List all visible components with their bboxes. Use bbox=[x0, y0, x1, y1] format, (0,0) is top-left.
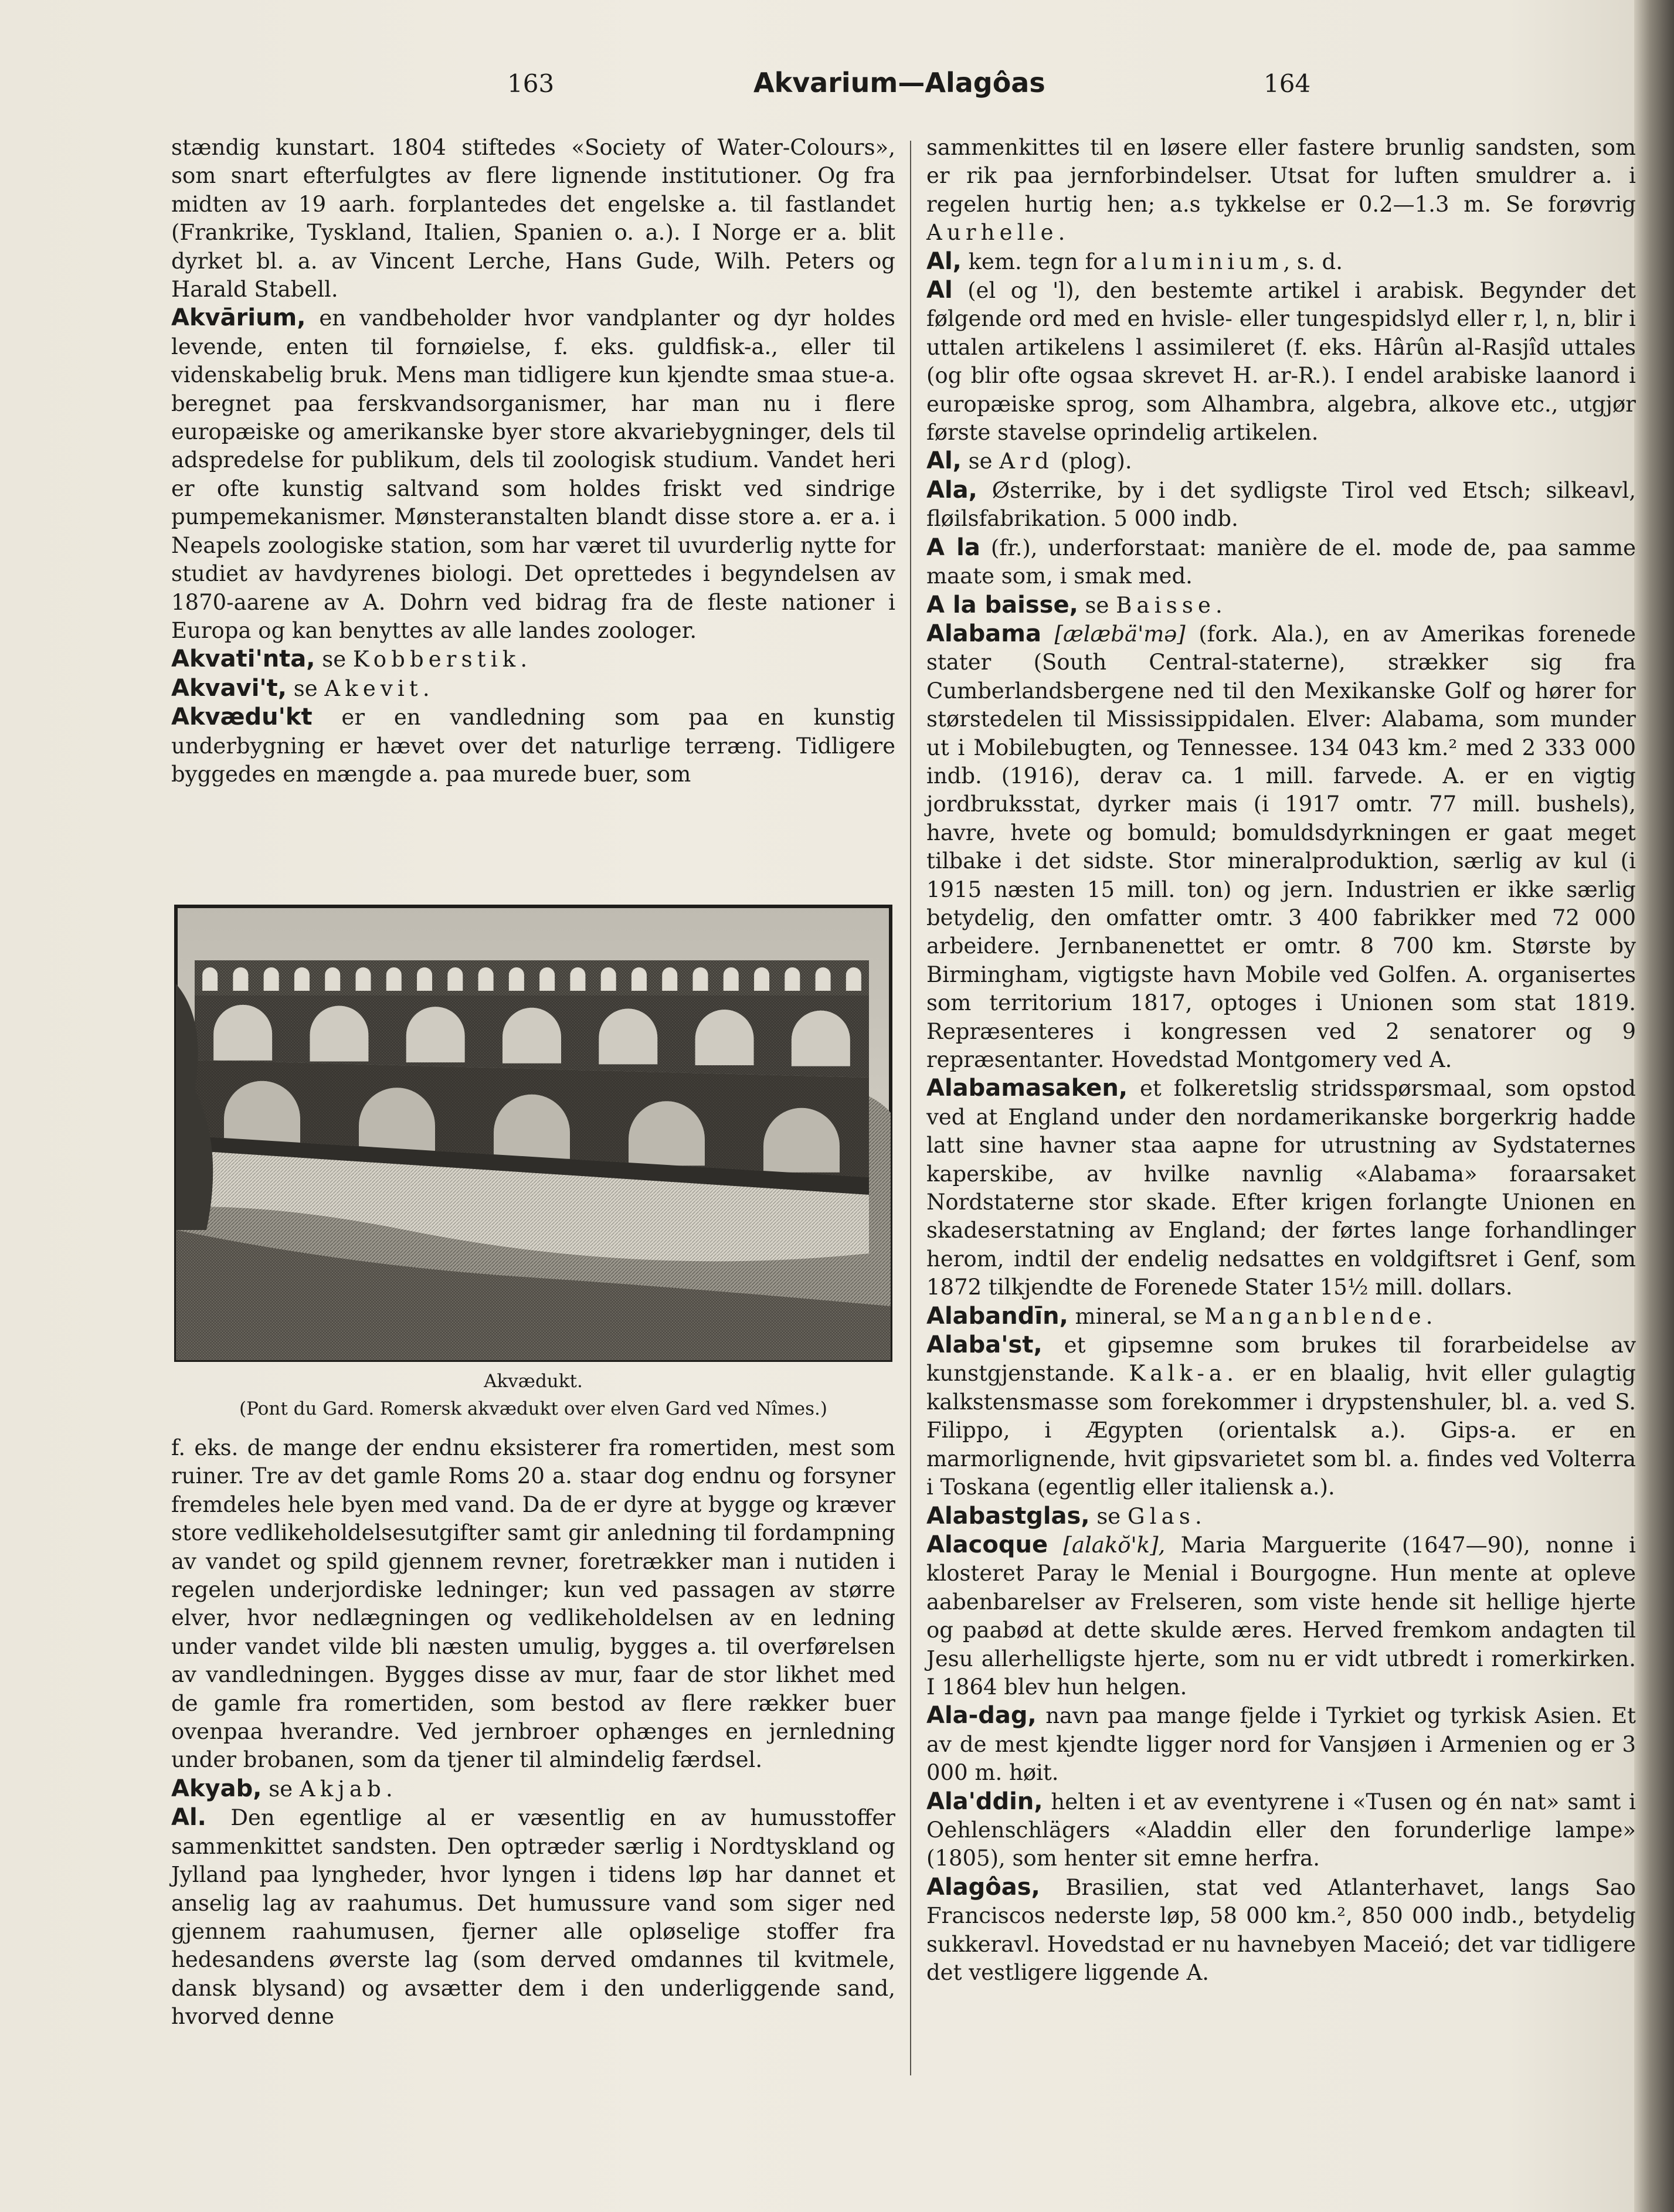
entry-text: et folkeretslig stridsspørsmaal, som opstod ved at England under den nordamerikanske borgerkrig hadde latt sine havner staa aapne for utrustning av Sydstaternes kaperskibe, av hvilke navnlig «Alabama» foraarsaket Nordstaterne stor skade. Efter krigen forlangte Unionen en skadeserstatning av England; der førtes lange forhandlinger herom, indtil der endelig nedsattes en voldgiftsret i Genf, som 1872 tilkjendte de Forenede Stater 15½ mill. dollars. bbox=[926, 1076, 1636, 1300]
entry-text: Brasilien, stat ved Atlanterhavet, langs Sao Franciscos nederste løp, 58 000 km.², 850 000 indb., betydelig sukkeravl. Hovedstad er nu havnebyen Maceió; det var tidligere det vestligere liggende A. bbox=[926, 1874, 1636, 1985]
entry-text: se bbox=[1089, 1503, 1128, 1529]
dictionary-entry bbox=[926, 1701, 1636, 1787]
aqueduct-arch bbox=[202, 967, 218, 991]
entry-headword: Alacoque bbox=[926, 1531, 1048, 1558]
dictionary-entry bbox=[171, 645, 895, 674]
aqueduct-illustration bbox=[171, 902, 895, 1418]
aqueduct-arch bbox=[325, 967, 340, 991]
entry-headword: Alabastglas, bbox=[926, 1502, 1090, 1530]
entry-text-tail: . bbox=[1215, 592, 1223, 618]
entry-text: Østerrike, by i det sydligste Tirol ved Etsch; silkeavl, fløilsfabrikation. 5 000 indb. bbox=[926, 477, 1636, 532]
entry-headword: Al bbox=[926, 277, 953, 304]
entry-headword: Akvædu'kt bbox=[171, 704, 313, 731]
entry-headword: Ala, bbox=[926, 476, 977, 504]
dictionary-entry bbox=[171, 703, 895, 789]
entry-text: helten i et av eventyrene i «Tusen og én nat» samt i Oehlenschlägers «Aladdin eller den forunderlige lampe» (1805), som henter sit emne herfra. bbox=[926, 1789, 1636, 1871]
aqueduct-arch bbox=[386, 967, 402, 991]
entry-text-tail: . bbox=[422, 675, 430, 701]
dictionary-entry bbox=[926, 447, 1636, 475]
entry-headword: Akyab, bbox=[171, 1775, 262, 1802]
running-head: Akvarium—Alagôas bbox=[753, 67, 1045, 98]
aqueduct-arch bbox=[693, 967, 708, 991]
entry-text: se bbox=[961, 448, 1000, 474]
entry-text: se bbox=[286, 675, 325, 701]
entry-text: Den egentlige al er væsentlig en av humusstoffer sammenkittet sandsten. Den optræder særlig i Nordtyskland og Jylland paa lyngheder, hvor lyngen i tidens løp har dannet et anselig lag av raahumus. Det humussure vand som siger ned gjennem raahumusen, fjerner alle opløselige stoffer fra hedesandens øverste lag (som derved omdannes til kvitmele, dansk blysand) og avsætter dem i den underliggende sand, hvorved denne bbox=[171, 1805, 895, 2030]
aqueduct-arch bbox=[447, 967, 463, 991]
entry-text-tail: . bbox=[1425, 1303, 1433, 1329]
figure-caption-text: (Pont du Gard. Romersk akvædukt over elven Gard ved Nîmes.) bbox=[239, 1398, 827, 1419]
aqueduct-arch bbox=[233, 967, 248, 991]
dictionary-entry bbox=[926, 1331, 1636, 1501]
entry-pronunciation: [ælæbä'mə] bbox=[1041, 621, 1186, 647]
left-column-bottom bbox=[171, 1434, 895, 2031]
entry-headword: Ala'ddin, bbox=[926, 1788, 1043, 1815]
aqueduct-arch bbox=[417, 967, 432, 991]
column-divider bbox=[910, 141, 911, 2075]
aqueduct-arch bbox=[264, 967, 279, 991]
dictionary-entry bbox=[926, 1873, 1636, 1987]
entry-pronunciation: [alakŏ'k], bbox=[1048, 1532, 1166, 1558]
dictionary-entry bbox=[171, 1775, 895, 1803]
entry-cross-reference: Akevit bbox=[324, 675, 423, 701]
entry-headword: Alabandīn, bbox=[926, 1302, 1068, 1330]
entry-cross-reference: aluminium bbox=[1123, 249, 1283, 274]
entry-text: stændig kunstart. 1804 stiftedes «Society of Water-Colours», som snart efterfulgtes av flere lignende institutioner. Og fra midten av 19 aarh. forplantedes det engelske a. til fastlandet (Frankrike, Tyskland, Italien, Spanien o. a.). I Norge er a. blit dyrket bl. a. av Vincent Lerche, Hans Gude, Wilh. Peters og Harald Stabell. bbox=[171, 135, 895, 303]
entry-text: Maria Marguerite (1647—90), nonne i klosteret Paray le Menial i Bourgogne. Hun mente at opleve aabenbarelser av Frelseren, som viste hende sit hellige hjerte og paabød at dette skulde æres. Herved fremkom andagten til Jesu allerhelligste hjerte, som nu er vidt utbredt i romerkirken. I 1864 blev hun helgen. bbox=[926, 1532, 1636, 1700]
entry-cross-reference: Glas bbox=[1127, 1503, 1195, 1529]
aqueduct-arch bbox=[846, 967, 861, 991]
entry-cross-reference: Kobberstik bbox=[352, 647, 521, 672]
page-edge-shadow bbox=[1634, 0, 1674, 2212]
entry-text-tail: . bbox=[385, 1776, 393, 1802]
dictionary-entry bbox=[171, 304, 895, 645]
aqueduct-arch bbox=[724, 967, 739, 991]
entry-text: sammenkittes til en løsere eller fastere brunlig sandsten, som er rik paa jernforbindelser. Utsat for luften smuldrer a. i regelen hurtig hen; a.s tykkelse er 0.2—1.3 m. Se forøvrig bbox=[926, 135, 1636, 217]
aqueduct-arch bbox=[631, 967, 647, 991]
entry-cross-reference: Manganblende bbox=[1204, 1303, 1426, 1329]
entry-text: f. eks. de mange der endnu eksisterer fra romertiden, mest som ruiner. Tre av det gamle Roms 20 a. staar dog endnu og forsyner fremdeles hele byen med vand. Da de er dyre at bygge og kræver store vedlikeholdelsesutgifter samt gir anledning til fordampning av vandet og spild gjennem revner, foretrækker man i nutiden i regelen underjordiske ledninger; kun ved passagen av større elver, hvor nedlægningen og vedlikeholdelsen av en ledning under vandet vilde bli næsten umulig, bygges a. til overførelsen av vandledningen. Bygges disse av mur, faar de stor likhet med de gamle fra romertiden, som bestod av flere rækker buer ovenpaa hverandre. Ved jernbroer ophænges en jernledning under brobanen, som da tjener til almindelig færdsel. bbox=[171, 1435, 895, 1773]
page-number-left: 163 bbox=[507, 69, 555, 98]
entry-text: se bbox=[1078, 592, 1116, 618]
aqueduct-arch bbox=[601, 967, 616, 991]
entry-text: (el og 'l), den bestemte artikel i arabisk. Begynder det følgende ord med en hvisle- eller tungespidslyd eller r, l, n, blir i uttalen artikelens l assimileret (f. eks. Hârûn al-Rasjîd uttales (og blir ofte ogsaa skrevet H. ar-R.). I endel arabiske laanord i europæiske sprog, som Alhambra, algebra, alkove etc., utgjør første stavelse oprindelig artikelen. bbox=[926, 278, 1636, 446]
dictionary-entry bbox=[926, 620, 1636, 1075]
entry-text-tail: . bbox=[1058, 220, 1065, 246]
entry-headword: A la baisse, bbox=[926, 591, 1078, 619]
dictionary-entry bbox=[171, 1434, 895, 1775]
aqueduct-arch bbox=[816, 967, 831, 991]
dictionary-entry bbox=[926, 1531, 1636, 1701]
dictionary-entry bbox=[926, 1788, 1636, 1873]
dictionary-entry bbox=[926, 534, 1636, 591]
entry-headword: Alaba'st, bbox=[926, 1331, 1043, 1359]
aqueduct-arch bbox=[785, 967, 800, 991]
dictionary-entry bbox=[926, 247, 1636, 276]
entry-cross-reference: Aurhelle bbox=[926, 220, 1058, 246]
dictionary-entry bbox=[926, 476, 1636, 534]
entry-text: mineral, se bbox=[1068, 1303, 1204, 1329]
entry-headword: A la bbox=[926, 534, 980, 561]
entry-cross-reference: Ard bbox=[999, 448, 1054, 474]
entry-text-tail: . bbox=[1194, 1503, 1202, 1529]
entry-headword: Alabamasaken, bbox=[926, 1075, 1128, 1102]
dictionary-entry bbox=[926, 1302, 1636, 1331]
aqueduct-arch bbox=[478, 967, 494, 991]
dictionary-entry bbox=[171, 1803, 895, 2031]
dictionary-entry bbox=[171, 674, 895, 703]
dictionary-entry bbox=[926, 276, 1636, 447]
entry-text-tail: , s. d. bbox=[1283, 249, 1343, 274]
aqueduct-arch bbox=[294, 967, 310, 991]
entry-text: er en vandledning som paa en kunstig underbygning er hævet over det naturlige terræng. Tidligere byggedes en mængde a. paa murede buer, som bbox=[171, 705, 895, 787]
entry-headword: Alabama bbox=[926, 620, 1041, 647]
figure-caption-title: Akvædukt. bbox=[484, 1371, 583, 1392]
entry-headword: Al, bbox=[926, 247, 962, 275]
pont-du-gard-engraving bbox=[171, 902, 895, 1365]
dictionary-entry bbox=[171, 134, 895, 304]
dictionary-entry bbox=[926, 1074, 1636, 1302]
entry-text: navn paa mange fjelde i Tyrkiet og tyrkisk Asien. Et av de mest kjendte ligger nord for Vansjøen i Armenien og er 3 000 m. høit. bbox=[926, 1703, 1636, 1786]
aqueduct-arch bbox=[662, 967, 677, 991]
entry-text-tail: er en blaalig, hvit eller gulagtig kalkstensmasse som forekommer i drypstenshuler, bl. a. ved S. Filippo, i Ægypten (orientalsk a.). Gips-a. er en marmorlignende, hvit gipsvarietet som bl. a. findes ved Volterra i Toskana (egentlig eller italiensk a.). bbox=[926, 1361, 1636, 1500]
entry-text-tail: (plog). bbox=[1053, 448, 1132, 474]
entry-text: en vandbeholder hvor vandplanter og dyr holdes levende, enten til fornøielse, f. eks. guldfisk-a., eller til videnskabelig bruk. Mens man tidligere kun kjendte smaa stue-a. beregnet paa ferskvandsorganismer, har man nu i flere europæiske og amerikanske byer store akvariebygninger, dels til adspredelse for publikum, dels til zoologisk studium. Vandet heri er ofte kunstig saltvand som holdes friskt ved sindrige pumpemekanismer. Mønsteranstalten blandt disse store a. er a. i Neapels zoologiske station, som har været til uvurderlig nytte for studiet av havdyrenes biologi. Det oprettedes i begyndelsen av 1870-aarene av A. Dohrn ved bidrag fra de fleste nationer i Europa og kan benyttes av alle landes zoologer. bbox=[171, 305, 895, 643]
dictionary-entry bbox=[926, 134, 1636, 247]
entry-headword: Ala-dag, bbox=[926, 1702, 1037, 1729]
aqueduct-arch bbox=[356, 967, 371, 991]
entry-text: (fork. Ala.), en av Amerikas forenede stater (South Central-staterne), strækker sig fra Cumberlandsbergene ned til den Mexikanske Golf og hører for størstedelen til Mississippidalen. Elver: Alabama, som munder ut i Mobilebugten, og Tennessee. 134 043 km.² med 2 333 000 indb. (1916), derav ca. 1 mill. farvede. A. er en vigtig jordbruksstat, dyrker mais (i 1917 omtr. 77 mill. bushels), havre, hvete og bomuld; bomuldsdyrkningen er gaat meget tilbake i det sidste. Stor mineralproduktion, særlig av kul (i 1915 næsten 15 mill. ton) og jern. Industrien er ikke særlig betydelig, den omfatter omtr. 3 400 fabrikker med 72 000 arbeidere. Jernbanenettet er omtr. 8 700 km. Største by Birmingham, vigtigste havn Mobile ved Golfen. A. organisertes som territorium 1817, optoges i Unionen som stat 1819. Repræsenteres i kongressen ved 2 senatorer og 9 repræsentanter. Hovedstad Montgomery ved A. bbox=[926, 621, 1636, 1072]
entry-text: et gipsemne som brukes til forarbeidelse av kunstgjenstande. bbox=[926, 1333, 1636, 1387]
entry-headword: Al, bbox=[926, 447, 962, 475]
aqueduct-arch bbox=[509, 967, 524, 991]
left-column-top bbox=[171, 134, 895, 789]
entry-cross-reference: Akjab bbox=[299, 1776, 386, 1802]
entry-cross-reference: Baisse bbox=[1116, 592, 1216, 618]
entry-text: se bbox=[315, 647, 353, 672]
dictionary-entry bbox=[926, 591, 1636, 620]
aqueduct-arch bbox=[539, 967, 555, 991]
entry-text: kem. tegn for bbox=[961, 249, 1124, 274]
entry-headword: Akvavi't, bbox=[171, 674, 287, 702]
entry-headword: Akvārium, bbox=[171, 304, 306, 332]
page-number-right: 164 bbox=[1264, 69, 1311, 98]
dictionary-entry bbox=[926, 1502, 1636, 1531]
entry-text: se bbox=[262, 1776, 300, 1802]
page-header bbox=[0, 69, 1674, 116]
entry-text-tail: . bbox=[520, 647, 528, 672]
aqueduct-arch bbox=[570, 967, 585, 991]
entry-cross-reference: Kalk-a. bbox=[1129, 1361, 1239, 1387]
entry-text: (fr.), underforstaat: manière de el. mode de, paa samme maate som, i smak med. bbox=[926, 535, 1636, 589]
right-column bbox=[926, 134, 1636, 1987]
aqueduct-arch bbox=[754, 967, 769, 991]
entry-headword: Al. bbox=[171, 1804, 206, 1832]
entry-headword: Alagôas, bbox=[926, 1873, 1040, 1901]
entry-headword: Akvati'nta, bbox=[171, 645, 315, 673]
